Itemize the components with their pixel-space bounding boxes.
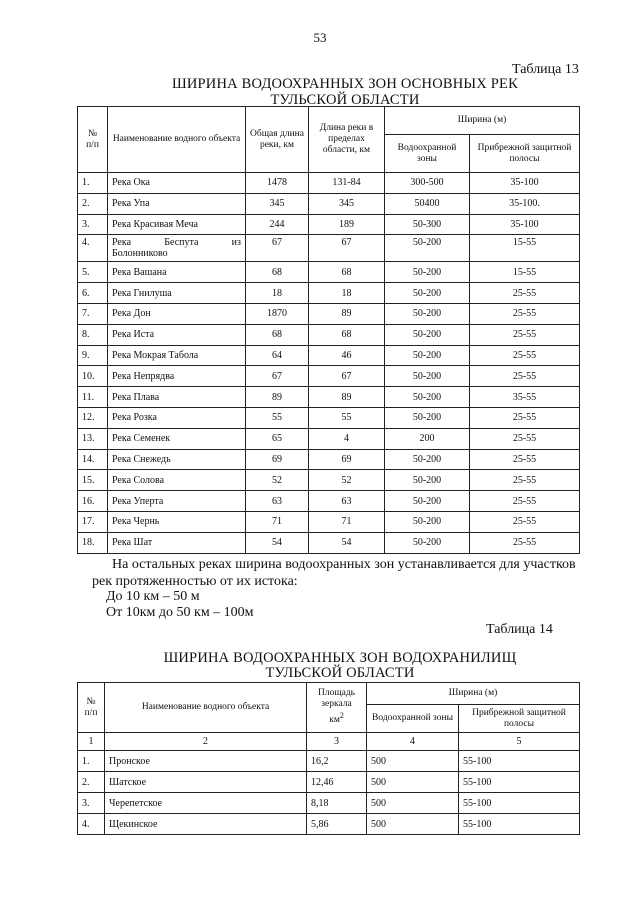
row-number: 4. <box>78 235 108 262</box>
row-number: 2. <box>78 193 108 214</box>
table-14-title-line1: ШИРИНА ВОДООХРАННЫХ ЗОН ВОДОХРАНИЛИЩ <box>163 650 517 666</box>
rule-item-1: До 10 км – 50 м <box>106 589 200 604</box>
total-length: 65 <box>246 428 309 449</box>
river-name <box>108 235 246 262</box>
rule-item-2: От 10км до 50 км – 100м <box>106 605 254 620</box>
header-name: Наименование водного объекта <box>108 107 246 173</box>
length-in-region: 67 <box>309 235 385 262</box>
water-zone-width: 500 <box>367 751 459 772</box>
table-row <box>78 751 580 772</box>
table-row <box>78 387 580 408</box>
total-length: 63 <box>246 491 309 512</box>
river-name-word: из <box>231 237 241 249</box>
coastal-strip-width: 55-100 <box>459 814 580 835</box>
coastal-strip-width: 25-55 <box>470 345 580 366</box>
coastal-strip-width: 25-55 <box>470 428 580 449</box>
river-name: Река Непрядва <box>108 366 246 387</box>
page-number: 53 <box>313 30 327 45</box>
coastal-strip-width: 55-100 <box>459 751 580 772</box>
table-row <box>78 303 580 324</box>
length-in-region: 54 <box>309 532 385 553</box>
row-number: 3. <box>78 214 108 235</box>
total-length: 1870 <box>246 303 309 324</box>
table-14-title-line2: ТУЛЬСКОЙ ОБЛАСТИ <box>265 665 415 681</box>
rivers-table-body <box>78 173 580 554</box>
water-zone-width: 50-200 <box>385 387 470 408</box>
row-number: 8. <box>78 324 108 345</box>
length-in-region: 67 <box>309 366 385 387</box>
table-14-title <box>160 651 520 681</box>
water-zone-width: 500 <box>367 772 459 793</box>
paragraph-line1: На остальных реках ширина водоохранных зон устанавливается для участков <box>112 557 576 572</box>
river-name: Река Красивая Меча <box>108 214 246 235</box>
river-name: Река Солова <box>108 470 246 491</box>
coastal-strip-width: 25-55 <box>470 491 580 512</box>
coastal-strip-width: 25-55 <box>470 532 580 553</box>
header-num: № п/п <box>78 107 108 173</box>
river-name: Река Мокрая Табола <box>108 345 246 366</box>
header-area-14: Площадь зеркала $км^2$ <box>307 683 367 733</box>
header-coastal-strip-14: Прибрежной защитной полосы <box>459 705 580 733</box>
length-in-region: 68 <box>309 262 385 283</box>
length-in-region: 68 <box>309 324 385 345</box>
length-in-region: 18 <box>309 283 385 304</box>
header-water-zone-14: Водоохранной зоны <box>367 705 459 733</box>
row-number: 11. <box>78 387 108 408</box>
coastal-strip-width: 35-55 <box>470 387 580 408</box>
total-length: 345 <box>246 193 309 214</box>
river-name-line2: Болонниково <box>112 248 168 260</box>
water-zone-width: 50-200 <box>385 283 470 304</box>
total-length: 89 <box>246 387 309 408</box>
reservoir-area: 12,46 <box>307 772 367 793</box>
coastal-strip-width: 25-55 <box>470 366 580 387</box>
river-name: Река Ока <box>108 173 246 194</box>
water-zone-width: 200 <box>385 428 470 449</box>
water-zone-width: 50-200 <box>385 532 470 553</box>
river-name: Река Гнилуша <box>108 283 246 304</box>
total-length: 55 <box>246 407 309 428</box>
coastal-strip-width: 25-55 <box>470 283 580 304</box>
water-zone-width: 500 <box>367 814 459 835</box>
coastal-strip-width: 55-100 <box>459 793 580 814</box>
coastal-strip-width: 35-100 <box>470 173 580 194</box>
reservoir-name: Черепетское <box>105 793 307 814</box>
reservoir-name: Пронское <box>105 751 307 772</box>
water-zone-width: 50-200 <box>385 262 470 283</box>
total-length: 71 <box>246 511 309 532</box>
water-zone-width: 50-200 <box>385 345 470 366</box>
total-length: 67 <box>246 366 309 387</box>
river-name: Река Дон <box>108 303 246 324</box>
total-length: 67 <box>246 235 309 262</box>
row-number: 10. <box>78 366 108 387</box>
water-zone-width: 500 <box>367 793 459 814</box>
table-row <box>78 345 580 366</box>
length-in-region: 189 <box>309 214 385 235</box>
row-number: 13. <box>78 428 108 449</box>
row-number: 12. <box>78 407 108 428</box>
length-in-region: 69 <box>309 449 385 470</box>
water-zone-width: 50-200 <box>385 235 470 262</box>
row-number: 5. <box>78 262 108 283</box>
water-zone-width: 50-200 <box>385 449 470 470</box>
coastal-strip-width: 25-55 <box>470 449 580 470</box>
river-name: Река Плава <box>108 387 246 408</box>
table-row <box>78 324 580 345</box>
water-zone-width: 50-200 <box>385 491 470 512</box>
river-name-word: Беспута <box>164 237 199 249</box>
header-name-14: Наименование водного объекта <box>105 683 307 733</box>
table-row <box>78 407 580 428</box>
river-name: Река Упа <box>108 193 246 214</box>
table-row <box>78 511 580 532</box>
river-name: Река Вашана <box>108 262 246 283</box>
row-number: 6. <box>78 283 108 304</box>
table-row <box>78 814 580 835</box>
length-in-region: 46 <box>309 345 385 366</box>
reservoirs-table-body <box>78 733 580 835</box>
coastal-strip-width: 15-55 <box>470 235 580 262</box>
table-13-title-line1: ШИРИНА ВОДООХРАННЫХ ЗОН ОСНОВНЫХ РЕК <box>172 76 518 92</box>
total-length: 52 <box>246 470 309 491</box>
total-length: 54 <box>246 532 309 553</box>
table-13-title <box>165 76 525 108</box>
water-zone-width: 300-500 <box>385 173 470 194</box>
header-width-14: Ширина (м) <box>367 683 580 705</box>
table-row <box>78 193 580 214</box>
table-row <box>78 449 580 470</box>
coastal-strip-width: 25-55 <box>470 511 580 532</box>
column-index: 1 <box>78 733 105 751</box>
total-length: 64 <box>246 345 309 366</box>
river-name: Река Семенек <box>108 428 246 449</box>
row-number: 4. <box>78 814 105 835</box>
reservoir-name: Щекинское <box>105 814 307 835</box>
river-name: Река Розка <box>108 407 246 428</box>
header-width: Ширина (м) <box>385 107 580 135</box>
row-number: 18. <box>78 532 108 553</box>
row-number: 16. <box>78 491 108 512</box>
coastal-strip-width: 35-100 <box>470 214 580 235</box>
water-zone-width: 50-200 <box>385 407 470 428</box>
row-number: 9. <box>78 345 108 366</box>
length-in-region: 89 <box>309 387 385 408</box>
water-zone-width: 50-200 <box>385 470 470 491</box>
reservoirs-width-table <box>77 682 580 835</box>
table-row <box>78 366 580 387</box>
river-name: Река Снежедь <box>108 449 246 470</box>
reservoir-area: 5,86 <box>307 814 367 835</box>
length-in-region: 63 <box>309 491 385 512</box>
river-name: Река Уперта <box>108 491 246 512</box>
row-number: 1. <box>78 751 105 772</box>
water-zone-width: 50-300 <box>385 214 470 235</box>
rivers-width-table <box>77 106 580 554</box>
coastal-strip-width: 25-55 <box>470 470 580 491</box>
table-row <box>78 470 580 491</box>
water-zone-width: 50400 <box>385 193 470 214</box>
paragraph-line2: рек протяженностью от их истока: <box>92 574 298 589</box>
row-number: 3. <box>78 793 105 814</box>
total-length: 18 <box>246 283 309 304</box>
total-length: 68 <box>246 324 309 345</box>
column-index: 3 <box>307 733 367 751</box>
table-row <box>78 235 580 262</box>
header-coastal-strip: Прибрежной защитной полосы <box>470 135 580 173</box>
table-row <box>78 772 580 793</box>
water-zone-width: 50-200 <box>385 511 470 532</box>
total-length: 68 <box>246 262 309 283</box>
length-in-region: 55 <box>309 407 385 428</box>
table-row <box>78 283 580 304</box>
total-length: 69 <box>246 449 309 470</box>
row-number: 7. <box>78 303 108 324</box>
column-index: 2 <box>105 733 307 751</box>
table-row <box>78 793 580 814</box>
reservoir-area: 8,18 <box>307 793 367 814</box>
coastal-strip-width: 35-100. <box>470 193 580 214</box>
row-number: 2. <box>78 772 105 793</box>
reservoir-name: Шатское <box>105 772 307 793</box>
column-index: 4 <box>367 733 459 751</box>
column-index-row <box>78 733 580 751</box>
table-row <box>78 262 580 283</box>
length-in-region: 89 <box>309 303 385 324</box>
header-num-14: № п/п <box>78 683 105 733</box>
table-13-title-line2: ТУЛЬСКОЙ ОБЛАСТИ <box>270 92 420 108</box>
river-name: Река Шат <box>108 532 246 553</box>
length-in-region: 71 <box>309 511 385 532</box>
coastal-strip-width: 25-55 <box>470 324 580 345</box>
river-name: Река Чернь <box>108 511 246 532</box>
length-in-region: 4 <box>309 428 385 449</box>
length-in-region: 52 <box>309 470 385 491</box>
length-in-region: 345 <box>309 193 385 214</box>
row-number: 1. <box>78 173 108 194</box>
water-zone-width: 50-200 <box>385 303 470 324</box>
row-number: 15. <box>78 470 108 491</box>
table-row <box>78 173 580 194</box>
water-zone-width: 50-200 <box>385 366 470 387</box>
coastal-strip-width: 55-100 <box>459 772 580 793</box>
river-name-word: Река <box>112 237 132 249</box>
table-row <box>78 214 580 235</box>
table-14-label: Таблица 14 <box>486 622 553 637</box>
total-length: 1478 <box>246 173 309 194</box>
table-13-label: Таблица 13 <box>512 62 579 77</box>
total-length: 244 <box>246 214 309 235</box>
table-row <box>78 491 580 512</box>
coastal-strip-width: 25-55 <box>470 303 580 324</box>
river-name: Река Иста <box>108 324 246 345</box>
table-row <box>78 532 580 553</box>
table-row <box>78 428 580 449</box>
row-number: 14. <box>78 449 108 470</box>
coastal-strip-width: 25-55 <box>470 407 580 428</box>
length-in-region: 131-84 <box>309 173 385 194</box>
water-zone-width: 50-200 <box>385 324 470 345</box>
header-total-length: Общая длина реки, км <box>246 107 309 173</box>
column-index: 5 <box>459 733 580 751</box>
header-water-zone: Водоохранной зоны <box>385 135 470 173</box>
row-number: 17. <box>78 511 108 532</box>
coastal-strip-width: 15-55 <box>470 262 580 283</box>
header-length-in-region: Длина реки в пределах области, км <box>309 107 385 173</box>
reservoir-area: 16,2 <box>307 751 367 772</box>
